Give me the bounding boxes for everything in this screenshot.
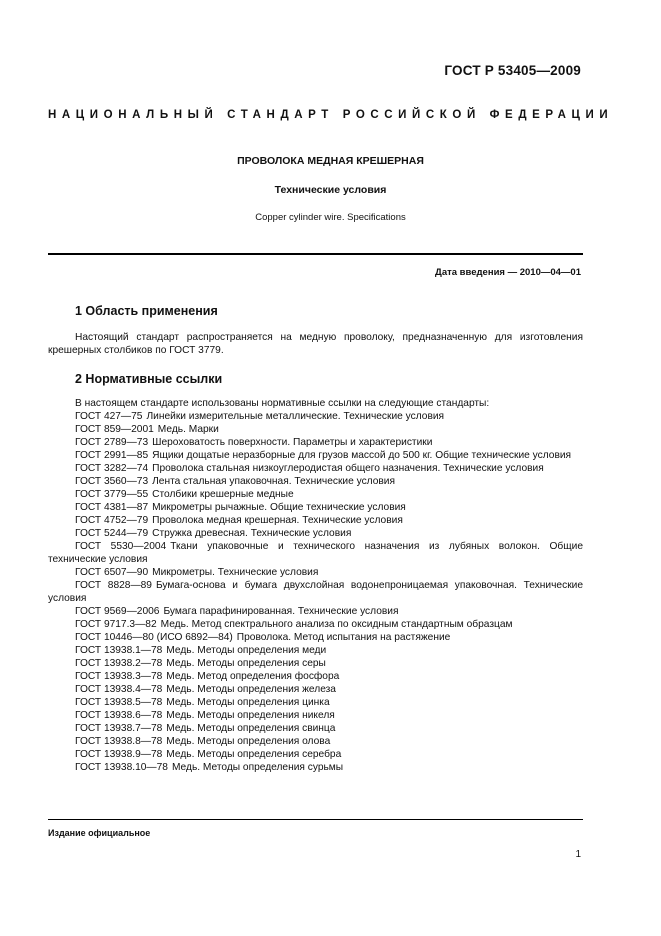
reference-item	[48, 566, 583, 579]
reference-code: ГОСТ 13938.8—78	[75, 736, 163, 747]
reference-code: ГОСТ 2991—85	[75, 450, 149, 461]
reference-item	[48, 696, 583, 709]
reference-item	[48, 657, 583, 670]
reference-code: ГОСТ 13938.2—78	[75, 658, 163, 669]
reference-item	[48, 618, 583, 631]
reference-item	[48, 579, 583, 605]
reference-item	[48, 735, 583, 748]
reference-item	[48, 410, 583, 423]
reference-item	[48, 475, 583, 488]
document-subtitle: Технические условия	[274, 184, 387, 196]
footer-divider	[48, 819, 583, 820]
reference-item	[48, 488, 583, 501]
section-1-paragraph: Настоящий стандарт распространяется на медную проволоку, предназначенную для изготовления крешерных столбиков по ГОСТ 3779.	[48, 332, 583, 356]
reference-title: Медь. Методы определения меди	[166, 645, 327, 656]
reference-code: ГОСТ 8828—89	[75, 580, 152, 591]
reference-item	[48, 462, 583, 475]
reference-title: Ящики дощатые неразборные для грузов массой до 500 кг. Общие технические условия	[152, 450, 572, 461]
reference-code: ГОСТ 5244—79	[75, 528, 149, 539]
reference-item	[48, 527, 583, 540]
reference-code: ГОСТ 2789—73	[75, 437, 149, 448]
reference-title: Ткани упаковочные и технического назначения из лубяных волокон. Общие технические условия	[48, 541, 583, 565]
reference-item	[48, 423, 583, 436]
reference-title: Микрометры. Технические условия	[152, 567, 319, 578]
reference-code: ГОСТ 13938.6—78	[75, 710, 163, 721]
section-1-text	[48, 331, 583, 357]
reference-title: Проволока. Метод испытания на растяжение	[236, 632, 451, 643]
header-divider	[48, 253, 583, 255]
reference-title: Медь. Методы определения железа	[166, 684, 336, 695]
reference-code: ГОСТ 13938.7—78	[75, 723, 163, 734]
reference-code: ГОСТ 13938.9—78	[75, 749, 163, 760]
reference-title: Медь. Методы определения никеля	[166, 710, 335, 721]
reference-item	[48, 436, 583, 449]
reference-title: Медь. Методы определения серебра	[166, 749, 342, 760]
reference-code: ГОСТ 6507—90	[75, 567, 149, 578]
english-title: Copper cylinder wire. Specifications	[255, 212, 406, 223]
reference-title: Проволока медная крешерная. Технические условия	[152, 515, 403, 526]
reference-item	[48, 709, 583, 722]
reference-title: Проволока стальная низкоуглеродистая общего назначения. Технические условия	[152, 463, 544, 474]
reference-title: Медь. Методы определения цинка	[166, 697, 330, 708]
reference-code: ГОСТ 13938.3—78	[75, 671, 163, 682]
reference-title: Микрометры рычажные. Общие технические условия	[152, 502, 406, 513]
reference-item	[48, 722, 583, 735]
reference-item	[48, 449, 583, 462]
section-2-heading: 2 Нормативные ссылки	[75, 372, 223, 386]
reference-item	[48, 501, 583, 514]
reference-code: ГОСТ 4381—87	[75, 502, 149, 513]
page-number: 1	[575, 849, 581, 860]
reference-item	[48, 670, 583, 683]
reference-item	[48, 683, 583, 696]
reference-item	[48, 540, 583, 566]
reference-code: ГОСТ 5530—2004	[75, 541, 167, 552]
reference-title: Медь. Методы определения серы	[166, 658, 326, 669]
reference-title: Бумага парафинированная. Технические условия	[163, 606, 399, 617]
document-title: ПРОВОЛОКА МЕДНАЯ КРЕШЕРНАЯ	[237, 155, 424, 167]
reference-item	[48, 514, 583, 527]
reference-code: ГОСТ 3779—55	[75, 489, 149, 500]
reference-code: ГОСТ 10446—80 (ИСО 6892—84)	[75, 632, 233, 643]
reference-code: ГОСТ 4752—79	[75, 515, 149, 526]
reference-title: Шероховатость поверхности. Параметры и характеристики	[152, 437, 433, 448]
reference-title: Медь. Методы определения олова	[166, 736, 331, 747]
reference-code: ГОСТ 13938.1—78	[75, 645, 163, 656]
reference-item	[48, 631, 583, 644]
introduction-date: Дата введения — 2010—04—01	[435, 267, 581, 278]
normative-references-list	[48, 397, 583, 774]
references-intro: В настоящем стандарте использованы нормативные ссылки на следующие стандарты:	[75, 398, 490, 409]
reference-title: Медь. Методы определения сурьмы	[171, 762, 344, 773]
reference-code: ГОСТ 3560—73	[75, 476, 149, 487]
reference-title: Столбики крешерные медные	[152, 489, 294, 500]
reference-code: ГОСТ 3282—74	[75, 463, 149, 474]
document-number: ГОСТ Р 53405—2009	[444, 63, 581, 78]
reference-item	[48, 761, 583, 774]
reference-code: ГОСТ 9717.3—82	[75, 619, 157, 630]
reference-code: ГОСТ 427—75	[75, 411, 143, 422]
reference-code: ГОСТ 13938.5—78	[75, 697, 163, 708]
reference-title: Медь. Метод определения фосфора	[166, 671, 340, 682]
reference-code: ГОСТ 9569—2006	[75, 606, 160, 617]
national-standard-heading: НАЦИОНАЛЬНЫЙ СТАНДАРТ РОССИЙСКОЙ ФЕДЕРАЦИИ	[48, 109, 614, 121]
reference-title: Лента стальная упаковочная. Технические условия	[152, 476, 396, 487]
reference-title: Медь. Марки	[157, 424, 219, 435]
reference-code: ГОСТ 859—2001	[75, 424, 154, 435]
reference-title: Линейки измерительные металлические. Технические условия	[146, 411, 445, 422]
reference-code: ГОСТ 13938.10—78	[75, 762, 168, 773]
edition-label: Издание официальное	[48, 828, 151, 838]
reference-title: Медь. Метод спектрального анализа по оксидным стандартным образцам	[160, 619, 513, 630]
reference-item	[48, 605, 583, 618]
reference-title: Стружка древесная. Технические условия	[152, 528, 352, 539]
reference-item	[48, 748, 583, 761]
section-1-heading: 1 Область применения	[75, 304, 218, 318]
reference-title: Медь. Методы определения свинца	[166, 723, 336, 734]
reference-item	[48, 644, 583, 657]
reference-code: ГОСТ 13938.4—78	[75, 684, 163, 695]
reference-title: Бумага-основа и бумага двухслойная водонепроницаемая упаковочная. Технические условия	[48, 580, 584, 604]
